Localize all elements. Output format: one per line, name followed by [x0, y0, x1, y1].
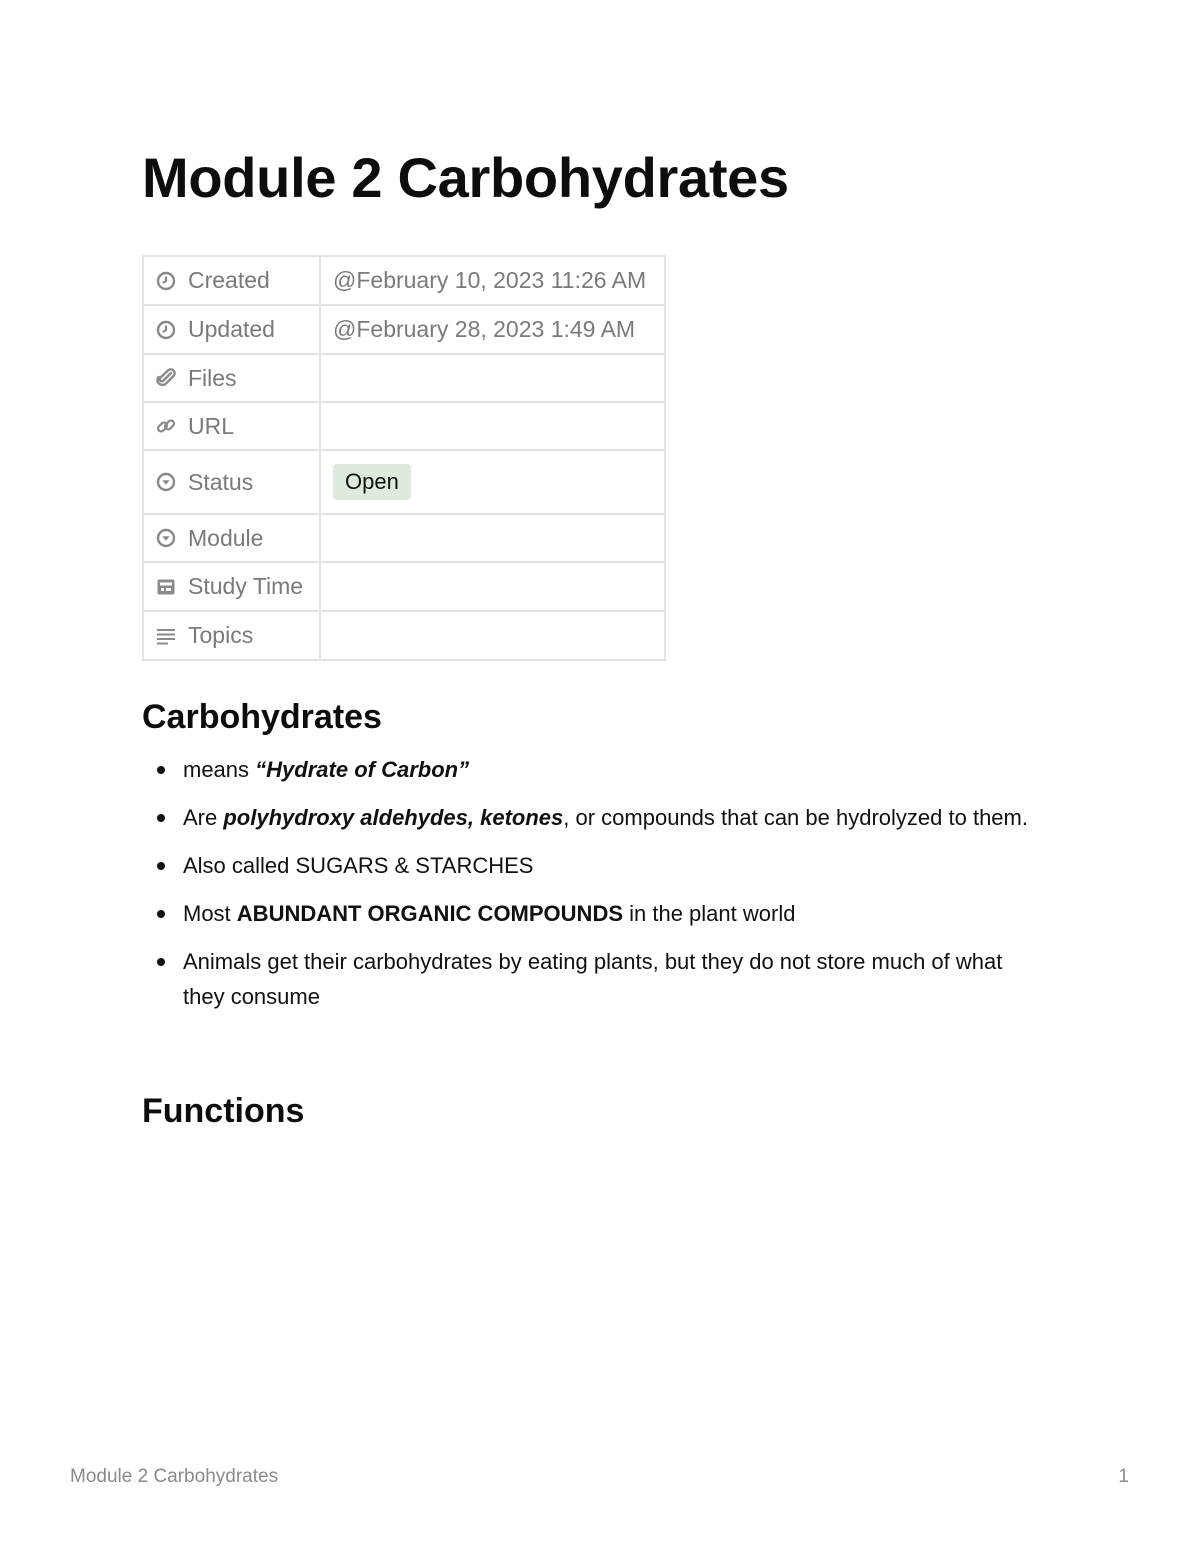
number-icon: [156, 577, 176, 597]
property-value-study-time[interactable]: [320, 562, 665, 611]
select-icon: [156, 528, 176, 548]
property-value-url[interactable]: [320, 402, 665, 450]
section-heading-functions: Functions: [142, 1092, 305, 1130]
paperclip-icon: [156, 368, 176, 388]
carbohydrates-bullet-list: [183, 752, 1033, 1027]
property-row-files: [143, 354, 665, 402]
list-item: Also called SUGARS & STARCHES: [183, 848, 1033, 883]
status-tag[interactable]: Open: [333, 464, 411, 500]
property-label-created: Created: [188, 267, 270, 293]
property-label-url: URL: [188, 412, 235, 439]
page-title: Module 2 Carbohydrates: [142, 146, 789, 209]
property-value-module[interactable]: [320, 514, 665, 562]
property-row-module: [143, 514, 665, 562]
text-lines-icon: [156, 626, 176, 646]
list-item: Most ABUNDANT ORGANIC COMPOUNDS in the plant world: [183, 896, 1033, 931]
property-row-study-time: [143, 562, 665, 611]
property-label-topics: Topics: [188, 622, 254, 648]
list-item: Animals get their carbohydrates by eating plants, but they do not store much of what they consume: [183, 944, 1033, 1014]
clock-icon: [156, 320, 176, 340]
property-value-created[interactable]: @February 10, 2023 11:26 AM: [320, 256, 665, 305]
footer-title: Module 2 Carbohydrates: [70, 1466, 279, 1487]
property-label-study-time: Study Time: [188, 573, 304, 599]
property-row-status: [143, 450, 665, 514]
property-value-updated[interactable]: @February 28, 2023 1:49 AM: [320, 305, 665, 354]
section-heading-carbohydrates: Carbohydrates: [142, 698, 382, 736]
select-icon: [156, 472, 176, 492]
clock-icon: [156, 271, 176, 291]
property-value-files[interactable]: [320, 354, 665, 402]
link-icon: [156, 416, 176, 436]
page-number: 1: [1118, 1466, 1129, 1487]
property-value-topics[interactable]: [320, 611, 665, 660]
properties-table: [142, 255, 666, 661]
list-item: means “Hydrate of Carbon”: [183, 752, 1033, 787]
property-label-updated: Updated: [188, 316, 275, 342]
property-label-files: Files: [188, 364, 237, 391]
property-row-url: [143, 402, 665, 450]
property-label-module: Module: [188, 524, 264, 551]
property-row-created: [143, 256, 665, 305]
property-row-updated: [143, 305, 665, 354]
list-item: Are polyhydroxy aldehydes, ketones, or compounds that can be hydrolyzed to them.: [183, 800, 1033, 835]
property-row-topics: [143, 611, 665, 660]
property-label-status: Status: [188, 468, 254, 495]
